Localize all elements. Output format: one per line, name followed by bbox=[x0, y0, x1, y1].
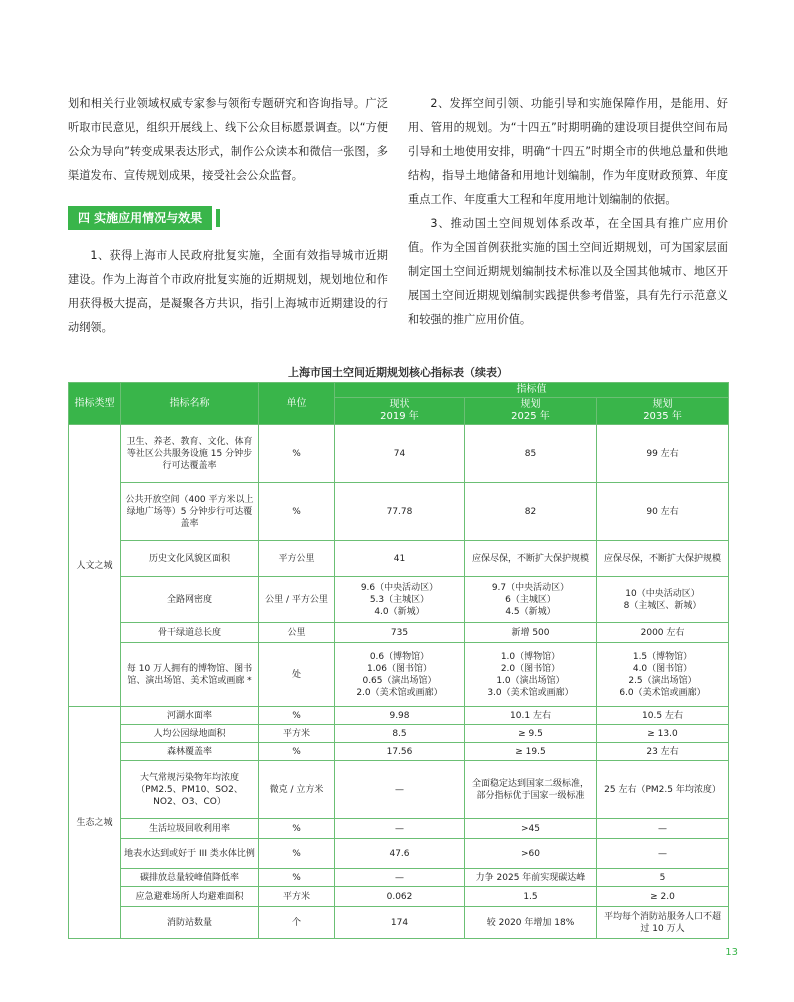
table-row bbox=[69, 869, 729, 887]
cell-y2035: 应保尽保，不断扩大保护规模 bbox=[597, 541, 729, 577]
header-current-label: 现状 bbox=[389, 399, 410, 410]
cell-name: 公共开放空间（400 平方米以上绿地广场等）5 分钟步行可达覆盖率 bbox=[121, 483, 259, 541]
cell-y2025: 全面稳定达到国家二级标准，部分指标优于国家一级标准 bbox=[465, 761, 597, 819]
cell-y2025: 应保尽保，不断扩大保护规模 bbox=[465, 541, 597, 577]
cell-unit: % bbox=[259, 819, 335, 839]
cell-unit: % bbox=[259, 743, 335, 761]
table-row bbox=[69, 643, 729, 707]
cell-unit: 平方公里 bbox=[259, 541, 335, 577]
cell-y2035: — bbox=[597, 819, 729, 839]
cell-y2025: ≥ 19.5 bbox=[465, 743, 597, 761]
cell-unit: 个 bbox=[259, 907, 335, 939]
cell-unit: % bbox=[259, 425, 335, 483]
table-row bbox=[69, 483, 729, 541]
cell-y2025: 1.0（博物馆） 2.0（图书馆） 1.0（演出场馆） 3.0（美术馆或画廊） bbox=[465, 643, 597, 707]
cell-y2025: 力争 2025 年前实现碳达峰 bbox=[465, 869, 597, 887]
cell-name: 应急避难场所人均避难面积 bbox=[121, 887, 259, 907]
cell-name: 河湖水面率 bbox=[121, 707, 259, 725]
cell-current: 47.6 bbox=[335, 839, 465, 869]
cell-unit: % bbox=[259, 483, 335, 541]
cell-current: 735 bbox=[335, 623, 465, 643]
cell-current: 9.6（中央活动区） 5.3（主城区） 4.0（新城） bbox=[335, 577, 465, 623]
cell-name: 地表水达到或好于 III 类水体比例 bbox=[121, 839, 259, 869]
cell-unit: % bbox=[259, 869, 335, 887]
cell-name: 消防站数量 bbox=[121, 907, 259, 939]
cell-unit: 公里 bbox=[259, 623, 335, 643]
cell-y2035: — bbox=[597, 839, 729, 869]
header-plan-2035-label: 规划 bbox=[652, 399, 673, 410]
cell-unit: 处 bbox=[259, 643, 335, 707]
cell-y2035: ≥ 2.0 bbox=[597, 887, 729, 907]
cell-y2035: 平均每个消防站服务人口不超过 10 万人 bbox=[597, 907, 729, 939]
cell-y2025: 10.1 左右 bbox=[465, 707, 597, 725]
cell-y2035: 25 左右（PM2.5 年均浓度） bbox=[597, 761, 729, 819]
table-row bbox=[69, 577, 729, 623]
left-paragraph-1: 划和相关行业领域权威专家参与领衔专题研究和咨询指导。广泛听取市民意见，组织开展线上、线下公众目标愿景调查。以“方便公众为导向”转变成果表达形式，制作公众读本和微信一张图，多渠道发布、宣传规划成果，接受社会公众监督。 bbox=[68, 97, 388, 182]
cell-name: 历史文化风貌区面积 bbox=[121, 541, 259, 577]
left-column bbox=[68, 92, 388, 340]
cell-y2035: 10.5 左右 bbox=[597, 707, 729, 725]
cell-y2025: >45 bbox=[465, 819, 597, 839]
table-row bbox=[69, 907, 729, 939]
cell-current: — bbox=[335, 761, 465, 819]
cell-unit: 平方米 bbox=[259, 887, 335, 907]
cell-y2035: 10（中央活动区） 8（主城区、新城） bbox=[597, 577, 729, 623]
table-row bbox=[69, 541, 729, 577]
cell-unit: 微克 / 立方米 bbox=[259, 761, 335, 819]
table-row bbox=[69, 707, 729, 725]
header-plan-2025-year: 2025 年 bbox=[511, 411, 550, 422]
cell-y2025: 新增 500 bbox=[465, 623, 597, 643]
table-row bbox=[69, 743, 729, 761]
cell-name: 碳排放总量较峰值降低率 bbox=[121, 869, 259, 887]
table-row bbox=[69, 623, 729, 643]
cell-y2025: 1.5 bbox=[465, 887, 597, 907]
indicator-table bbox=[68, 382, 729, 939]
table-row bbox=[69, 887, 729, 907]
header-plan-2035-year: 2035 年 bbox=[643, 411, 682, 422]
cell-name: 骨干绿道总长度 bbox=[121, 623, 259, 643]
section-heading bbox=[68, 206, 388, 230]
category-cell: 人文之城 bbox=[69, 425, 121, 707]
cell-name: 卫生、养老、教育、文化、体育等社区公共服务设施 15 分钟步行可达覆盖率 bbox=[121, 425, 259, 483]
cell-current: 41 bbox=[335, 541, 465, 577]
cell-name: 生活垃圾回收利用率 bbox=[121, 819, 259, 839]
cell-y2035: 1.5（博物馆） 4.0（图书馆） 2.5（演出场馆） 6.0（美术馆或画廊） bbox=[597, 643, 729, 707]
header-current-year: 2019 年 bbox=[380, 411, 419, 422]
cell-name: 人均公园绿地面积 bbox=[121, 725, 259, 743]
header-current bbox=[335, 398, 465, 425]
header-values: 指标值 bbox=[335, 383, 729, 398]
table-row bbox=[69, 819, 729, 839]
cell-y2035: 90 左右 bbox=[597, 483, 729, 541]
right-paragraph-2: 3、推动国土空间规划体系改革，在全国具有推广应用价值。作为全国首例获批实施的国土空间近期规划，可为国家层面制定国土空间近期规划编制技术标准以及全国其他城市、地区开展国土空间近期规划编制实践提供参考借鉴，具有先行示范意义和较强的推广应用价值。 bbox=[408, 217, 728, 326]
cell-y2035: 99 左右 bbox=[597, 425, 729, 483]
table-body bbox=[69, 425, 729, 939]
cell-y2025: 较 2020 年增加 18% bbox=[465, 907, 597, 939]
cell-name: 森林覆盖率 bbox=[121, 743, 259, 761]
cell-y2025: >60 bbox=[465, 839, 597, 869]
table-row bbox=[69, 425, 729, 483]
header-unit: 单位 bbox=[259, 383, 335, 425]
cell-y2025: 9.7（中央活动区） 6（主城区） 4.5（新城） bbox=[465, 577, 597, 623]
table-caption: 上海市国土空间近期规划核心指标表（续表） bbox=[288, 366, 508, 379]
left-paragraph-2: 1、获得上海市人民政府批复实施，全面有效指导城市近期建设。作为上海首个市政府批复实施的近期规划，规划地位和作用获得极大提高，是凝聚各方共识，指引上海城市近期建设的行动纲领。 bbox=[68, 249, 388, 334]
cell-y2035: 23 左右 bbox=[597, 743, 729, 761]
cell-current: 8.5 bbox=[335, 725, 465, 743]
section-heading-label: 四 实施应用情况与效果 bbox=[68, 206, 212, 230]
cell-unit: % bbox=[259, 707, 335, 725]
category-cell: 生态之城 bbox=[69, 707, 121, 939]
cell-name: 全路网密度 bbox=[121, 577, 259, 623]
cell-current: 9.98 bbox=[335, 707, 465, 725]
header-name: 指标名称 bbox=[121, 383, 259, 425]
cell-current: 17.56 bbox=[335, 743, 465, 761]
cell-current: 74 bbox=[335, 425, 465, 483]
cell-unit: % bbox=[259, 839, 335, 869]
cell-y2035: 2000 左右 bbox=[597, 623, 729, 643]
header-plan-2035 bbox=[597, 398, 729, 425]
cell-current: — bbox=[335, 819, 465, 839]
cell-y2025: ≥ 9.5 bbox=[465, 725, 597, 743]
right-paragraph-1: 2、发挥空间引领、功能引导和实施保障作用，是能用、好用、管用的规划。为“十四五”时期明确的建设项目提供空间布局引导和土地使用安排，明确“十四五”时期全市的供地总量和供地结构，指导土地储备和用地计划编制，作为年度财政预算、年度重点工作、年度重大工程和年度用地计划编制的依据。 bbox=[408, 97, 728, 206]
cell-name: 大气常规污染物年均浓度（PM2.5、PM10、SO2、NO2、O3、CO） bbox=[121, 761, 259, 819]
cell-y2035: ≥ 13.0 bbox=[597, 725, 729, 743]
cell-current: — bbox=[335, 869, 465, 887]
section-heading-bar bbox=[216, 209, 220, 227]
cell-current: 174 bbox=[335, 907, 465, 939]
cell-current: 0.6（博物馆） 1.06（图书馆） 0.65（演出场馆） 2.0（美术馆或画廊） bbox=[335, 643, 465, 707]
cell-current: 0.062 bbox=[335, 887, 465, 907]
header-plan-2025 bbox=[465, 398, 597, 425]
right-column bbox=[408, 92, 728, 332]
cell-unit: 公里 / 平方公里 bbox=[259, 577, 335, 623]
table-row bbox=[69, 725, 729, 743]
cell-name: 每 10 万人拥有的博物馆、图书馆、演出场馆、美术馆或画廊 * bbox=[121, 643, 259, 707]
header-plan-2025-label: 规划 bbox=[520, 399, 541, 410]
cell-y2025: 82 bbox=[465, 483, 597, 541]
cell-current: 77.78 bbox=[335, 483, 465, 541]
cell-unit: 平方米 bbox=[259, 725, 335, 743]
table-row bbox=[69, 839, 729, 869]
page-number: 13 bbox=[725, 947, 738, 958]
cell-y2035: 5 bbox=[597, 869, 729, 887]
cell-y2025: 85 bbox=[465, 425, 597, 483]
header-category: 指标类型 bbox=[69, 383, 121, 425]
table-row bbox=[69, 761, 729, 819]
